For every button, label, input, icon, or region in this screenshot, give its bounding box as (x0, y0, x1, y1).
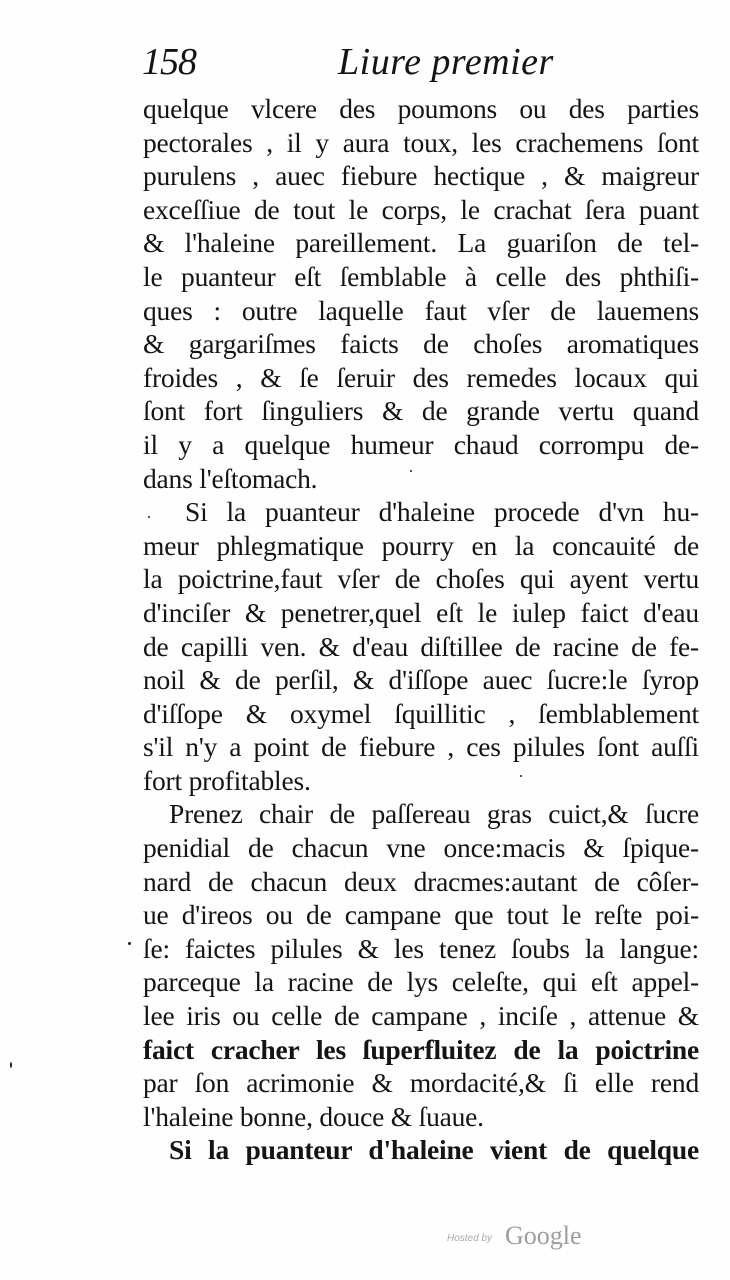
text-line: lee iris ou celle de campane , inciſe , attenue & (143, 1000, 699, 1032)
text-line: penidial de chacun vne once:macis & ſpique- (143, 832, 699, 864)
text-line: exceſſiue de tout le corps, le crachat ſera puant (143, 193, 699, 225)
text-line: meur phlegmatique pourry en la concauité de (143, 529, 699, 561)
paragraph-start-line: Prenez chair de paſſereau gras cuict,& ſucre (169, 798, 699, 830)
scan-speck (410, 470, 412, 472)
page-header (142, 40, 702, 90)
text-line: d'iſſope & oxymel ſquillitic , ſemblablement (143, 697, 699, 729)
text-line: noil & de perſil, & d'iſſope auec ſucre:le ſyrop (143, 664, 699, 696)
text-line: de capilli ven. & d'eau diſtillee de racine de fe- (143, 630, 699, 662)
text-line: purulens , auec fiebure hectique , & maigreur (143, 160, 699, 192)
text-line: s'il n'y a point de fiebure , ces pilules ſont auſſi (143, 731, 699, 763)
watermark (447, 1221, 597, 1251)
text-line: dans l'eſtomach. (143, 462, 318, 494)
watermark-hosted-by: Hosted by (447, 1233, 493, 1244)
text-line: ſont fort ſinguliers & de grande vertu quand (143, 395, 699, 427)
text-line: nard de chacun deux dracmes:autant de côſer- (143, 865, 699, 897)
text-line: il y a quelque humeur chaud corrompu de- (143, 428, 699, 460)
text-line: pectorales , il y aura toux, les crachemens ſont (143, 126, 699, 158)
scan-speck (128, 942, 131, 945)
scan-speck (10, 1062, 12, 1068)
text-line: faict cracher les ſuperfluitez de la poictrine (143, 1033, 699, 1065)
text-line: ſe: faictes pilules & les tenez ſoubs la langue: (143, 932, 699, 964)
text-line: froides , & ſe ſeruir des remedes locaux qui (143, 361, 699, 393)
text-line: le puanteur eſt ſemblable à celle des phthiſi- (143, 260, 699, 292)
text-line: ue d'ireos ou de campane que tout le reſte poi- (143, 899, 699, 931)
scan-speck (148, 516, 150, 518)
text-line: & gargariſmes faicts de choſes aromatiques (143, 328, 699, 360)
text-line: ques : outre laquelle faut vſer de lauemens (143, 294, 699, 326)
scan-speck (520, 775, 522, 777)
text-line: par ſon acrimonie & mordacité,& ſi elle rend (143, 1067, 699, 1099)
page-number: 158 (142, 41, 196, 83)
text-line: la poictrine,faut vſer de choſes qui ayent vertu (143, 563, 699, 595)
running-head: Liure premier (338, 41, 554, 83)
text-line: & l'haleine pareillement. La guariſon de tel- (143, 227, 699, 259)
paragraph-start-line: Si la puanteur d'haleine procede d'vn hu- (185, 496, 699, 528)
body-text (143, 92, 699, 1167)
text-line: l'haleine bonne, douce & ſuaue. (143, 1100, 484, 1132)
text-line: parceque la racine de lys celeſte, qui eſt appel- (143, 966, 699, 998)
text-line: quelque vlcere des poumons ou des parties (143, 93, 699, 124)
text-line: d'inciſer & penetrer,quel eſt le iulep faict d'eau (143, 596, 699, 628)
google-logo: Google (505, 1221, 582, 1250)
paragraph-start-line: Si la puanteur d'haleine vient de quelque (169, 1134, 699, 1166)
text-line: fort profitables. (143, 764, 311, 796)
